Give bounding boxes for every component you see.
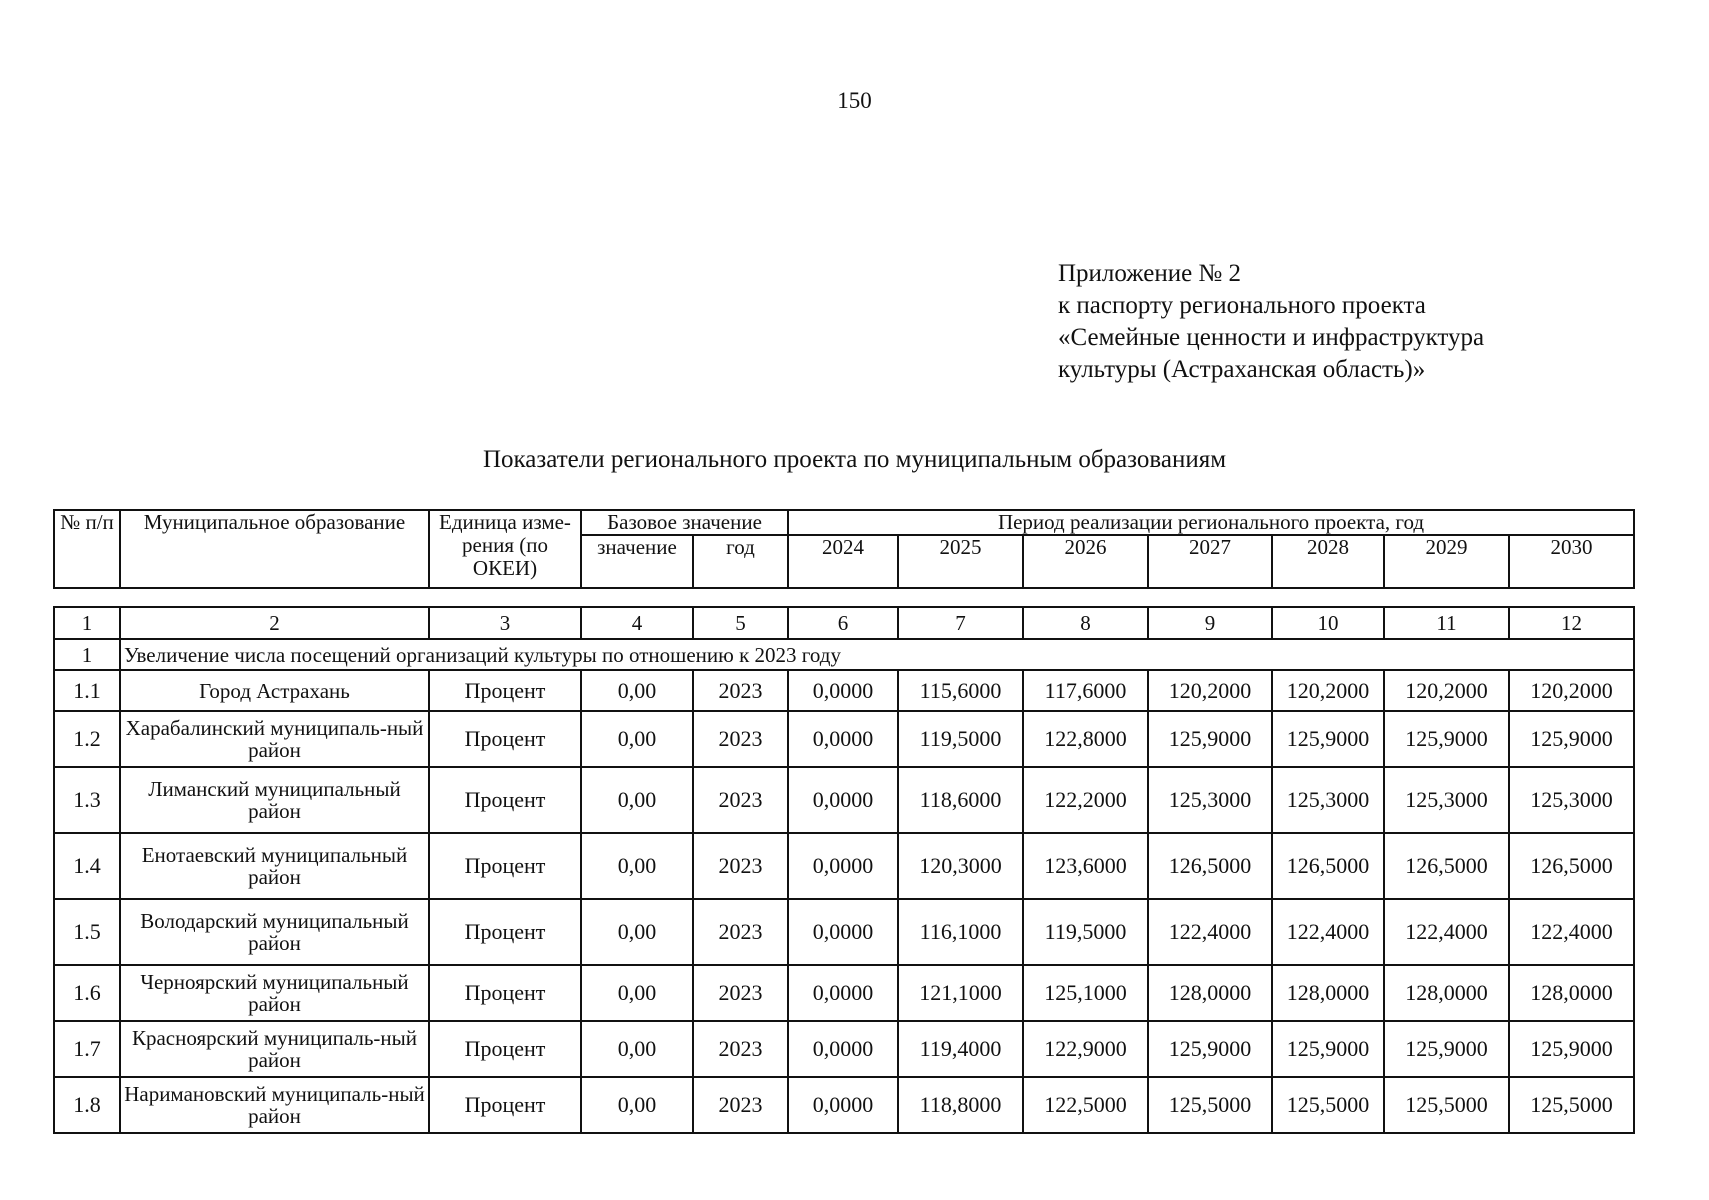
row-unit: Процент <box>429 1077 581 1133</box>
row-unit: Процент <box>429 965 581 1021</box>
row-year-value: 125,5000 <box>1272 1077 1384 1133</box>
row-unit: Процент <box>429 833 581 899</box>
header-year: 2026 <box>1023 535 1148 588</box>
row-year-value: 0,0000 <box>788 711 898 767</box>
header-year: 2024 <box>788 535 898 588</box>
row-municipality: Черноярский муниципальный район <box>120 965 429 1021</box>
table-row <box>54 1077 1634 1133</box>
header-period-group: Период реализации регионального проекта, год <box>788 510 1634 535</box>
row-year-value: 123,6000 <box>1023 833 1148 899</box>
row-year-value: 128,0000 <box>1272 965 1384 1021</box>
appendix-heading <box>1058 258 1618 386</box>
section-title: Увеличение числа посещений организаций культуры по отношению к 2023 году <box>120 639 1634 670</box>
row-year-value: 115,6000 <box>898 670 1023 711</box>
appendix-line: «Семейные ценности и инфраструктура <box>1058 324 1485 351</box>
column-number: 6 <box>788 607 898 639</box>
row-year-value: 116,1000 <box>898 899 1023 965</box>
indicators-table <box>53 606 1635 1134</box>
row-year-value: 125,5000 <box>1148 1077 1272 1133</box>
row-year-value: 125,9000 <box>1384 711 1509 767</box>
row-year-value: 0,0000 <box>788 767 898 833</box>
row-year-value: 118,6000 <box>898 767 1023 833</box>
page-number: 150 <box>837 88 872 113</box>
table-row <box>54 833 1634 899</box>
row-year-value: 120,2000 <box>1148 670 1272 711</box>
row-base-year: 2023 <box>693 1077 788 1133</box>
row-year-value: 125,9000 <box>1272 711 1384 767</box>
row-year-value: 125,5000 <box>1509 1077 1634 1133</box>
row-year-value: 0,0000 <box>788 1021 898 1077</box>
row-municipality: Наримановский муниципаль-ный район <box>120 1077 429 1133</box>
row-year-value: 125,1000 <box>1023 965 1148 1021</box>
row-municipality: Енотаевский муниципальный район <box>120 833 429 899</box>
row-year-value: 125,3000 <box>1509 767 1634 833</box>
row-year-value: 128,0000 <box>1148 965 1272 1021</box>
column-number: 7 <box>898 607 1023 639</box>
row-base-value: 0,00 <box>581 965 693 1021</box>
section-row <box>54 639 1634 670</box>
table-row <box>54 965 1634 1021</box>
row-num: 1.1 <box>54 670 120 711</box>
column-number-row <box>54 607 1634 639</box>
column-number: 3 <box>429 607 581 639</box>
row-num: 1.3 <box>54 767 120 833</box>
row-year-value: 128,0000 <box>1384 965 1509 1021</box>
row-year-value: 125,9000 <box>1148 711 1272 767</box>
row-num: 1.4 <box>54 833 120 899</box>
row-year-value: 0,0000 <box>788 965 898 1021</box>
row-year-value: 122,5000 <box>1023 1077 1148 1133</box>
row-year-value: 119,5000 <box>1023 899 1148 965</box>
row-municipality: Харабалинский муниципаль-ный район <box>120 711 429 767</box>
row-year-value: 125,3000 <box>1272 767 1384 833</box>
row-num: 1.6 <box>54 965 120 1021</box>
row-year-value: 120,2000 <box>1509 670 1634 711</box>
column-number: 9 <box>1148 607 1272 639</box>
row-year-value: 125,5000 <box>1384 1077 1509 1133</box>
row-num: 1.8 <box>54 1077 120 1133</box>
row-year-value: 120,2000 <box>1384 670 1509 711</box>
row-year-value: 125,9000 <box>1384 1021 1509 1077</box>
row-year-value: 126,5000 <box>1272 833 1384 899</box>
row-year-value: 125,3000 <box>1148 767 1272 833</box>
row-municipality: Лиманский муниципальный район <box>120 767 429 833</box>
row-year-value: 122,4000 <box>1272 899 1384 965</box>
header-year: 2027 <box>1148 535 1272 588</box>
row-year-value: 119,5000 <box>898 711 1023 767</box>
row-year-value: 126,5000 <box>1148 833 1272 899</box>
row-base-year: 2023 <box>693 899 788 965</box>
column-number: 10 <box>1272 607 1384 639</box>
row-municipality: Красноярский муниципаль-ный район <box>120 1021 429 1077</box>
row-year-value: 122,2000 <box>1023 767 1148 833</box>
row-year-value: 121,1000 <box>898 965 1023 1021</box>
header-year: 2025 <box>898 535 1023 588</box>
row-base-value: 0,00 <box>581 1021 693 1077</box>
column-number: 8 <box>1023 607 1148 639</box>
table-row <box>54 1021 1634 1077</box>
row-base-value: 0,00 <box>581 899 693 965</box>
row-year-value: 120,3000 <box>898 833 1023 899</box>
table-title: Показатели регионального проекта по муниципальным образованиям <box>482 446 1227 473</box>
row-unit: Процент <box>429 711 581 767</box>
row-year-value: 0,0000 <box>788 670 898 711</box>
column-number: 5 <box>693 607 788 639</box>
row-year-value: 122,8000 <box>1023 711 1148 767</box>
section-num: 1 <box>54 639 120 670</box>
row-year-value: 125,9000 <box>1148 1021 1272 1077</box>
row-unit: Процент <box>429 899 581 965</box>
row-year-value: 125,9000 <box>1272 1021 1384 1077</box>
table-header <box>53 509 1635 589</box>
row-year-value: 120,2000 <box>1272 670 1384 711</box>
row-year-value: 126,5000 <box>1384 833 1509 899</box>
row-unit: Процент <box>429 767 581 833</box>
row-unit: Процент <box>429 1021 581 1077</box>
header-municipality: Муниципальное образование <box>120 510 429 588</box>
header-base-year: год <box>693 535 788 588</box>
row-base-year: 2023 <box>693 965 788 1021</box>
row-base-year: 2023 <box>693 833 788 899</box>
header-base-value: значение <box>581 535 693 588</box>
row-year-value: 0,0000 <box>788 1077 898 1133</box>
row-year-value: 117,6000 <box>1023 670 1148 711</box>
row-num: 1.7 <box>54 1021 120 1077</box>
row-base-year: 2023 <box>693 711 788 767</box>
table-row <box>54 899 1634 965</box>
row-year-value: 128,0000 <box>1509 965 1634 1021</box>
table-row <box>54 711 1634 767</box>
row-year-value: 122,4000 <box>1509 899 1634 965</box>
row-municipality: Город Астрахань <box>120 670 429 711</box>
row-unit: Процент <box>429 670 581 711</box>
row-year-value: 125,9000 <box>1509 711 1634 767</box>
row-year-value: 126,5000 <box>1509 833 1634 899</box>
column-number: 4 <box>581 607 693 639</box>
row-year-value: 125,9000 <box>1509 1021 1634 1077</box>
row-num: 1.5 <box>54 899 120 965</box>
row-base-year: 2023 <box>693 670 788 711</box>
header-year: 2029 <box>1384 535 1509 588</box>
row-year-value: 122,4000 <box>1384 899 1509 965</box>
row-year-value: 125,3000 <box>1384 767 1509 833</box>
row-year-value: 119,4000 <box>898 1021 1023 1077</box>
row-base-value: 0,00 <box>581 1077 693 1133</box>
appendix-line: культуры (Астраханская область)» <box>1058 356 1426 383</box>
row-base-value: 0,00 <box>581 711 693 767</box>
column-number: 2 <box>120 607 429 639</box>
header-base-group: Базовое значение <box>581 510 788 535</box>
header-num: № п/п <box>54 510 120 588</box>
row-base-value: 0,00 <box>581 833 693 899</box>
table-row <box>54 767 1634 833</box>
header-unit: Единица изме-рения (по ОКЕИ) <box>429 510 581 588</box>
row-year-value: 122,9000 <box>1023 1021 1148 1077</box>
row-num: 1.2 <box>54 711 120 767</box>
row-municipality: Володарский муниципальный район <box>120 899 429 965</box>
row-base-value: 0,00 <box>581 670 693 711</box>
column-number: 12 <box>1509 607 1634 639</box>
row-year-value: 0,0000 <box>788 833 898 899</box>
row-year-value: 0,0000 <box>788 899 898 965</box>
column-number: 1 <box>54 607 120 639</box>
appendix-line: к паспорту регионального проекта <box>1058 292 1426 319</box>
column-number: 11 <box>1384 607 1509 639</box>
row-year-value: 118,8000 <box>898 1077 1023 1133</box>
row-year-value: 122,4000 <box>1148 899 1272 965</box>
table-row <box>54 670 1634 711</box>
appendix-line: Приложение № 2 <box>1058 260 1242 287</box>
header-year: 2030 <box>1509 535 1634 588</box>
row-base-year: 2023 <box>693 1021 788 1077</box>
row-base-year: 2023 <box>693 767 788 833</box>
header-year: 2028 <box>1272 535 1384 588</box>
row-base-value: 0,00 <box>581 767 693 833</box>
